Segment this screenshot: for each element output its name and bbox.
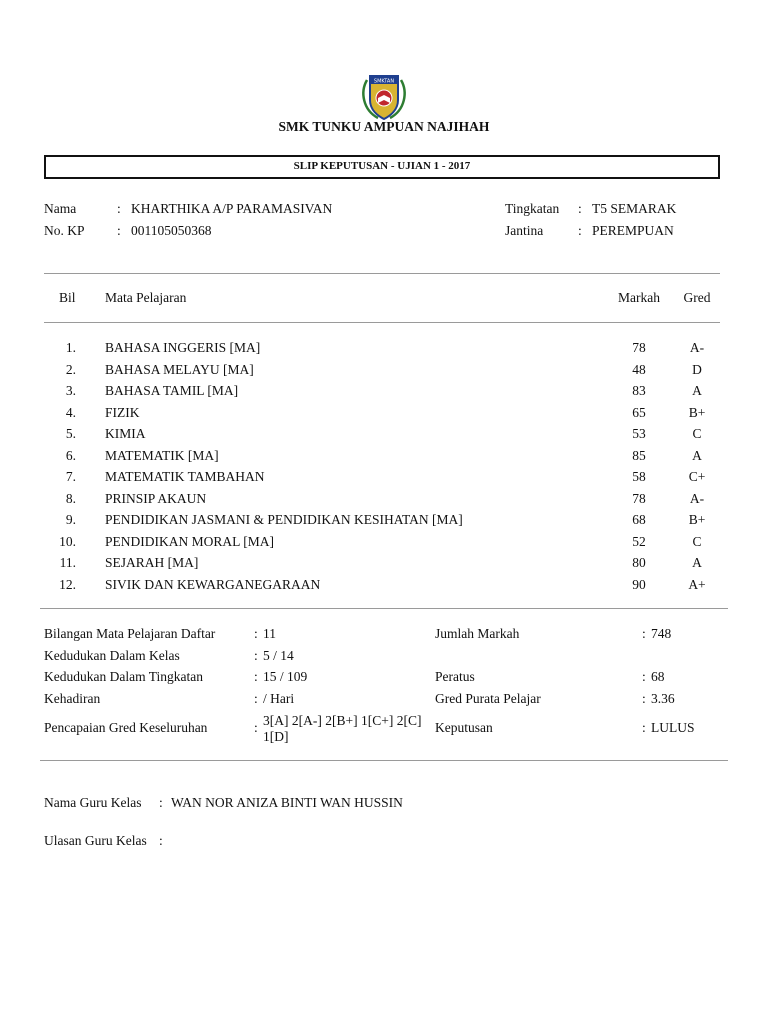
row-subject: BAHASA INGGERIS [MA]	[105, 340, 261, 355]
subjects-registered-value: 11	[263, 626, 276, 641]
percent-label: Peratus	[435, 669, 475, 684]
gender-label: Jantina	[505, 223, 544, 238]
decision-value: LULUS	[651, 720, 695, 735]
gpa-separator: :	[642, 691, 646, 706]
table-bottom-divider	[40, 608, 728, 609]
table-top-divider	[44, 273, 720, 274]
attendance-label: Kehadiran	[44, 691, 101, 706]
table-row	[0, 362, 768, 384]
header-mark: Markah	[618, 290, 660, 305]
table-header-divider	[44, 322, 720, 323]
row-bil: 1.	[65, 340, 76, 355]
name-separator: :	[117, 201, 121, 216]
row-subject: KIMIA	[105, 426, 146, 441]
ic-label: No. KP	[44, 223, 85, 238]
form-rank-label: Kedudukan Dalam Tingkatan	[44, 669, 203, 684]
table-row	[0, 534, 768, 556]
student-class: T5 SEMARAK	[592, 201, 677, 216]
attendance-separator: :	[254, 691, 258, 706]
row-bil: 5.	[65, 426, 76, 441]
teacher-remarks-separator: :	[159, 833, 163, 848]
gender-separator: :	[578, 223, 582, 238]
row-subject: FIZIK	[105, 404, 140, 420]
row-subject: PENDIDIKAN MORAL [MA]	[105, 533, 274, 549]
row-grade: A	[692, 447, 702, 463]
student-name: KHARTHIKA A/P PARAMASIVAN	[131, 201, 333, 216]
row-grade: B+	[688, 404, 706, 420]
ic-separator: :	[117, 223, 121, 238]
row-mark: 83	[632, 383, 646, 398]
row-bil: 11.	[59, 555, 76, 570]
row-mark: 68	[632, 512, 646, 527]
table-row	[0, 491, 768, 513]
row-mark: 85	[632, 447, 646, 463]
form-rank-value: 15 / 109	[263, 669, 308, 684]
row-subject: PENDIDIKAN JASMANI & PENDIDIKAN KESIHATAN [MA]	[105, 512, 463, 527]
row-grade: A-	[689, 490, 705, 506]
overall-grade-label: Pencapaian Gred Keseluruhan	[44, 720, 208, 735]
class-separator: :	[578, 201, 582, 216]
table-row	[0, 469, 768, 491]
header-bil: Bil	[59, 290, 76, 305]
row-grade: A	[692, 555, 702, 570]
row-mark: 65	[632, 404, 646, 420]
table-row	[0, 383, 768, 405]
header-grade: Gred	[683, 290, 711, 305]
row-subject: SEJARAH [MA]	[105, 555, 199, 570]
school-name: SMK TUNKU AMPUAN NAJIHAH	[278, 119, 490, 134]
decision-label: Keputusan	[435, 720, 493, 735]
gpa-value: 3.36	[651, 691, 675, 706]
row-grade: A-	[689, 340, 705, 355]
row-subject: SIVIK DAN KEWARGANEGARAAN	[105, 576, 321, 592]
row-grade: C	[692, 426, 702, 441]
row-grade: B+	[688, 512, 706, 527]
teacher-name: WAN NOR ANIZA BINTI WAN HUSSIN	[171, 795, 403, 810]
teacher-remarks-label: Ulasan Guru Kelas	[44, 833, 147, 848]
student-gender: PEREMPUAN	[592, 223, 674, 238]
name-label: Nama	[44, 201, 77, 216]
row-bil: 9.	[65, 512, 76, 527]
row-bil: 10.	[59, 533, 76, 549]
table-row	[0, 426, 768, 448]
row-subject: BAHASA TAMIL [MA]	[105, 383, 239, 398]
row-mark: 58	[632, 469, 646, 484]
row-grade: C+	[688, 469, 706, 484]
row-bil: 4.	[65, 404, 76, 420]
table-row	[0, 340, 768, 362]
percent-value: 68	[651, 669, 665, 684]
class-rank-label: Kedudukan Dalam Kelas	[44, 648, 180, 663]
row-mark: 80	[632, 555, 646, 570]
percent-separator: :	[642, 669, 646, 684]
table-row	[0, 448, 768, 470]
school-crest-logo	[358, 70, 410, 122]
row-mark: 78	[632, 490, 646, 506]
row-mark: 53	[632, 426, 646, 441]
teacher-name-label: Nama Guru Kelas	[44, 795, 142, 810]
row-mark: 90	[632, 576, 646, 592]
row-bil: 6.	[65, 447, 76, 463]
form-rank-separator: :	[254, 669, 258, 684]
subjects-registered-separator: :	[254, 626, 258, 641]
row-bil: 12.	[59, 576, 76, 592]
table-row	[0, 405, 768, 427]
attendance-value: / Hari	[263, 691, 295, 706]
overall-grade-line1: 3[A] 2[A-] 2[B+] 1[C+] 2[C]	[263, 713, 422, 728]
row-bil: 7.	[65, 469, 76, 484]
class-rank-value: 5 / 14	[263, 648, 294, 663]
table-row	[0, 555, 768, 577]
row-mark: 78	[632, 340, 646, 355]
row-subject: PRINSIP AKAUN	[105, 490, 207, 506]
total-marks-value: 748	[651, 626, 672, 641]
table-row	[0, 512, 768, 534]
header-subject: Mata Pelajaran	[105, 290, 187, 305]
decision-separator: :	[642, 720, 646, 735]
row-bil: 8.	[65, 490, 76, 506]
row-grade: A	[692, 383, 702, 398]
table-header	[0, 290, 768, 312]
overall-grade-separator: :	[254, 720, 258, 735]
teacher-name-separator: :	[159, 795, 163, 810]
gpa-label: Gred Purata Pelajar	[435, 691, 541, 706]
row-bil: 2.	[65, 361, 76, 377]
row-subject: MATEMATIK TAMBAHAN	[105, 469, 265, 484]
total-marks-separator: :	[642, 626, 646, 641]
class-rank-separator: :	[254, 648, 258, 663]
table-row	[0, 577, 768, 599]
crest-banner-text: SMKTAN	[373, 78, 395, 85]
summary-bottom-divider	[40, 760, 728, 761]
row-grade: A+	[688, 576, 706, 592]
subjects-registered-label: Bilangan Mata Pelajaran Daftar	[44, 626, 216, 641]
row-mark: 48	[632, 361, 646, 377]
slip-title: SLIP KEPUTUSAN - UJIAN 1 - 2017	[293, 160, 471, 172]
student-ic: 001105050368	[131, 223, 212, 238]
row-subject: MATEMATIK [MA]	[105, 447, 219, 463]
class-label: Tingkatan	[505, 201, 560, 216]
row-subject: BAHASA MELAYU [MA]	[105, 361, 254, 377]
row-grade: C	[692, 533, 702, 549]
overall-grade-line2: 1[D]	[263, 729, 289, 744]
row-bil: 3.	[65, 383, 76, 398]
total-marks-label: Jumlah Markah	[435, 626, 520, 641]
row-mark: 52	[632, 533, 646, 549]
row-grade: D	[692, 361, 702, 377]
